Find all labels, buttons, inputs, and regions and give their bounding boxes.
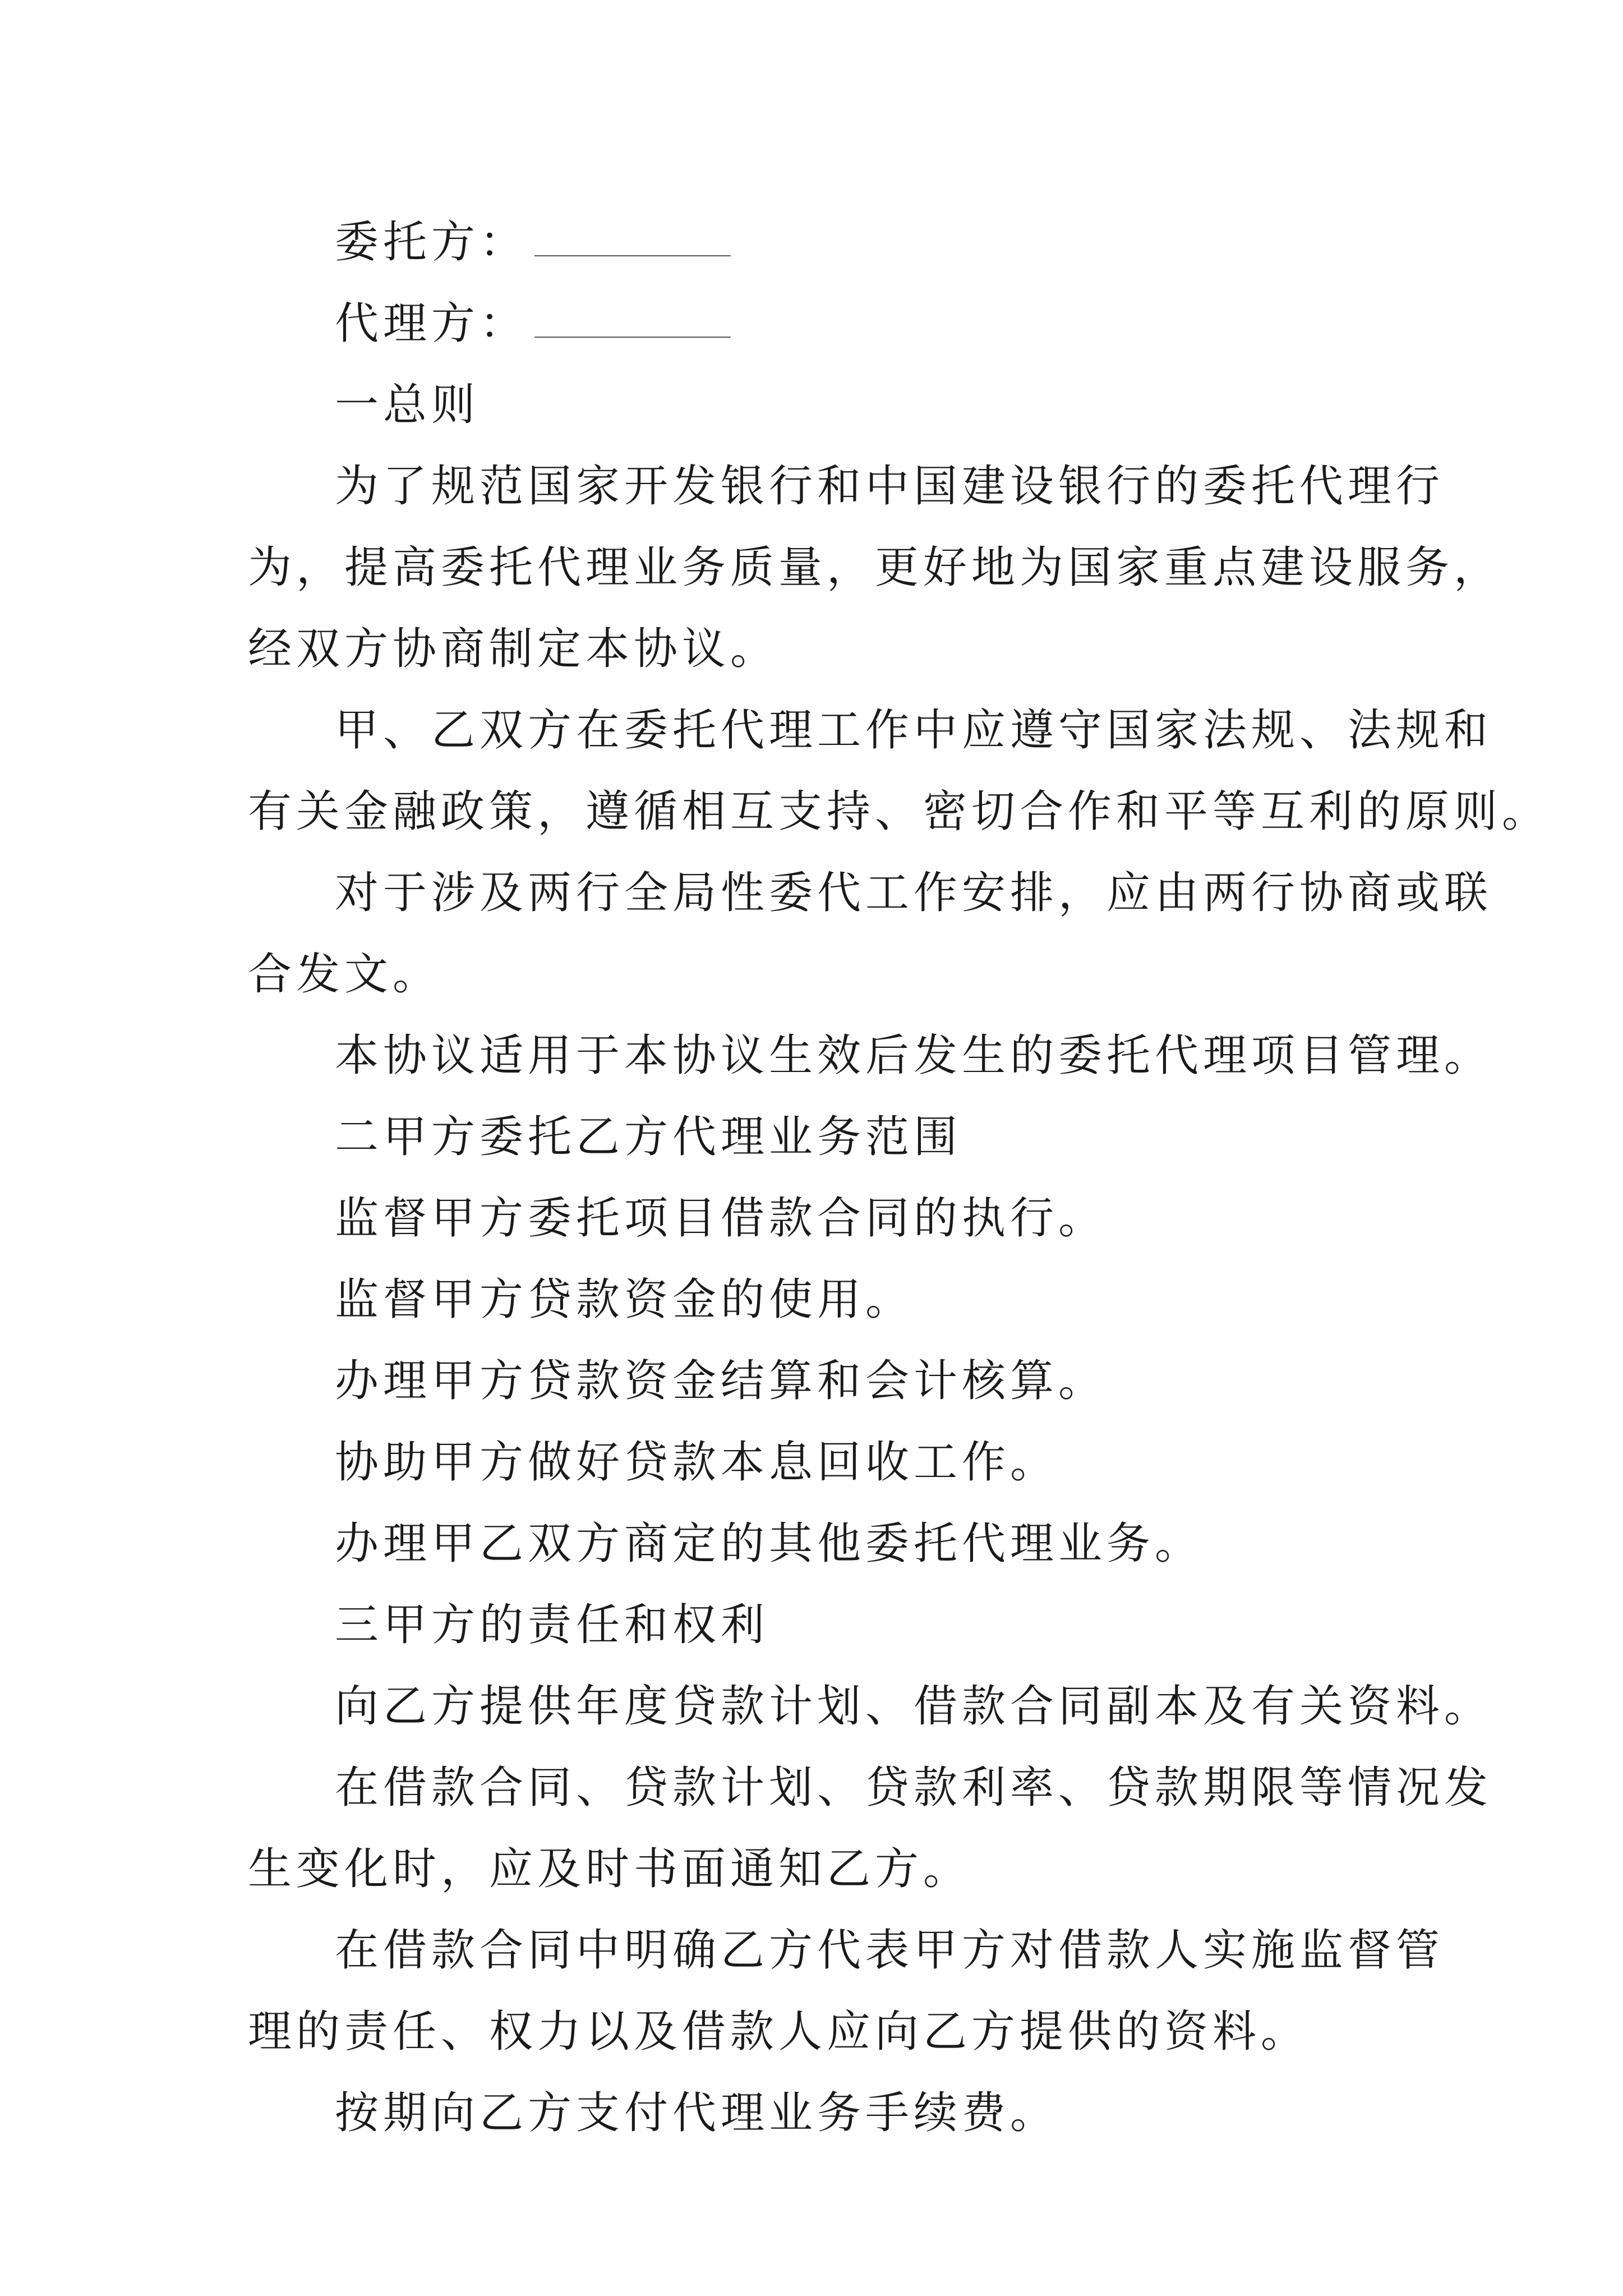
agent-line [248, 283, 1398, 365]
principal-blank-field[interactable] [534, 202, 731, 256]
section-heading-general: 一总则 [335, 380, 480, 430]
paragraph-purpose [248, 446, 1502, 690]
paragraph-line: 为，提高委托代理业务质量，更好地为国家重点建设服务， [248, 542, 1502, 593]
paragraph-line: 生变化时，应及时书面通知乙方。 [248, 1844, 972, 1894]
paragraph-line: 甲、乙双方在委托代理工作中应遵守国家法规、法规和 [335, 705, 1493, 756]
scope-item: 协助甲方做好贷款本息回收工作。 [335, 1437, 1059, 1488]
paragraph-line: 合发文。 [248, 949, 441, 1000]
section-heading-party-a-duties: 三甲方的责任和权利 [335, 1600, 769, 1650]
duty-item: 向乙方提供年度贷款计划、借款合同副本及有关资料。 [335, 1681, 1493, 1732]
paragraph-line: 有关金融政策，遵循相互支持、密切合作和平等互利的原则。 [248, 786, 1551, 837]
paragraph-line: 在借款合同中明确乙方代表甲方对借款人实施监督管 [335, 1925, 1445, 1976]
principal-line [248, 202, 1398, 283]
agent-blank-field[interactable] [534, 283, 731, 338]
paragraph-joint-documents [248, 853, 1493, 1015]
paragraph-line: 经双方协商制定本协议。 [248, 624, 779, 674]
paragraph-line: 理的责任、权力以及借款人应向乙方提供的资料。 [248, 2007, 1310, 2057]
paragraph-line: 对于涉及两行全局性委代工作安排，应由两行协商或联 [335, 868, 1493, 918]
scope-item: 监督甲方委托项目借款合同的执行。 [335, 1193, 1107, 1244]
agent-label: 代理方： [335, 298, 528, 349]
paragraph-line: 在借款合同、贷款计划、贷款利率、贷款期限等情况发 [335, 1763, 1493, 1813]
paragraph-line: 为了规范国家开发银行和中国建设银行的委托代理行 [335, 461, 1445, 512]
paragraph-applicability: 本协议适用于本协议生效后发生的委托代理项目管理。 [335, 1030, 1493, 1081]
scope-item: 办理甲乙双方商定的其他委托代理业务。 [335, 1519, 1204, 1569]
principal-label: 委托方： [335, 217, 528, 268]
scope-item: 办理甲方贷款资金结算和会计核算。 [335, 1356, 1107, 1406]
duty-item: 按期向乙方支付代理业务手续费。 [335, 2088, 1059, 2138]
scope-item: 监督甲方贷款资金的使用。 [335, 1274, 914, 1325]
section-heading-scope: 二甲方委托乙方代理业务范围 [335, 1112, 962, 1162]
duty-item [248, 1747, 1493, 1910]
paragraph-compliance [248, 690, 1551, 853]
duty-item [248, 1910, 1445, 2073]
document-body [248, 202, 1551, 2154]
